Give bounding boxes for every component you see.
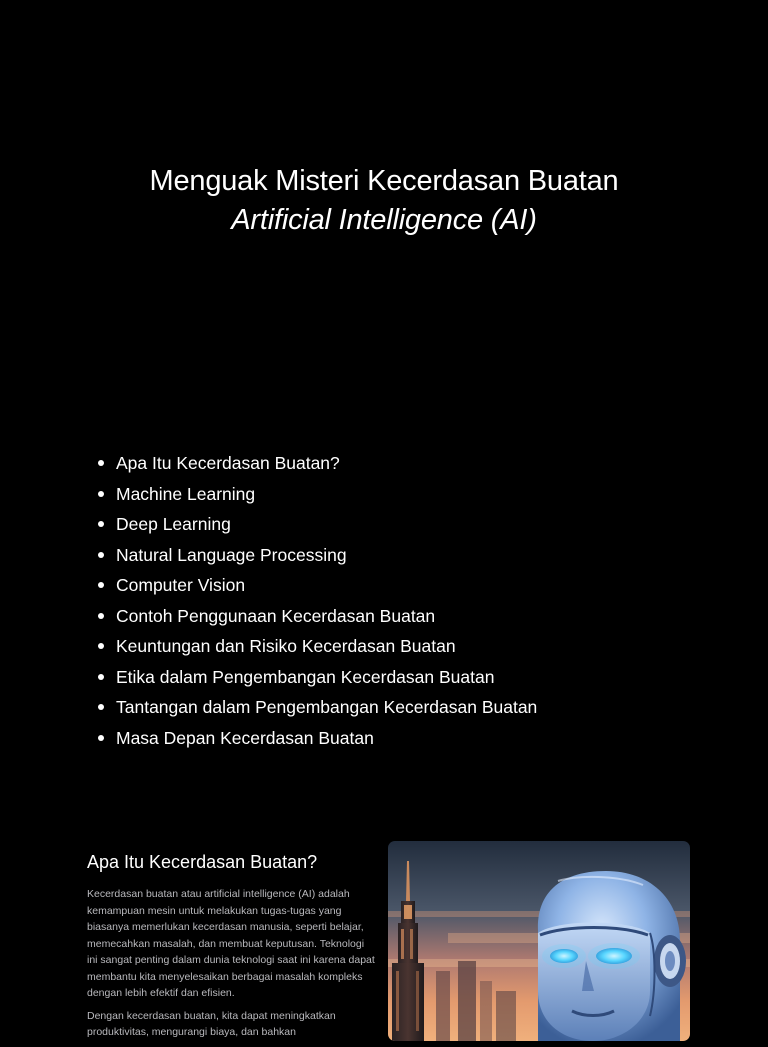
toc-item-label: Machine Learning [116,483,256,504]
toc-item-label: Contoh Penggunaan Kecerdasan Buatan [116,605,436,626]
bullet-icon [98,460,104,466]
bullet-icon [98,674,104,680]
robot-city-image [388,841,690,1041]
toc-item-label: Keuntungan dan Risiko Kecerdasan Buatan [116,636,456,656]
table-of-contents [96,448,537,753]
bullet-icon [98,735,104,741]
bullet-icon [98,582,104,588]
toc-item[interactable] [96,448,537,479]
toc-item-label: Masa Depan Kecerdasan Buatan [116,727,374,748]
section-heading: Apa Itu Kecerdasan Buatan? [87,852,318,872]
toc-item[interactable] [96,479,537,510]
section-paragraph: Kecerdasan buatan atau artificial intelligence (AI) adalah kemampuan mesin untuk melakukan tugas-tugas yang biasanya memerlukan kecerdasan manusia, seperti belajar, memecahkan masalah, dan membuat keputusan. Teknologi ini sangat penting dalam dunia teknologi saat ini karena dapat membantu kita menyelesaikan berbagai masalah kompleks dengan lebih efektif dan efisien. [87,888,375,999]
section-paragraph: Dengan kecerdasan buatan, kita dapat meningkatkan produktivitas, mengurangi biaya, dan bahkan [87,1009,336,1038]
robot-illustration [388,841,690,1041]
toc-item[interactable] [96,692,537,723]
bullet-icon [98,491,104,497]
toc-item-label: Apa Itu Kecerdasan Buatan? [116,453,340,473]
toc-item[interactable] [96,509,537,540]
toc-item[interactable] [96,601,537,632]
toc-item[interactable] [96,540,537,571]
toc-item[interactable] [96,631,537,662]
toc-item-label: Etika dalam Pengembangan Kecerdasan Buatan [116,666,495,687]
toc-item[interactable] [96,723,537,754]
intro-section [87,848,377,1047]
title-block [0,160,768,238]
page-subtitle: Artificial Intelligence (AI) [231,204,537,236]
page-title: Menguak Misteri Kecerdasan Buatan [149,165,619,197]
toc-item[interactable] [96,662,537,693]
bullet-icon [98,643,104,649]
toc-item-label: Computer Vision [116,575,246,595]
bullet-icon [98,613,104,619]
bullet-icon [98,704,104,710]
bullet-icon [98,552,104,558]
bullet-icon [98,521,104,527]
toc-item-label: Deep Learning [116,514,231,534]
toc-item-label: Natural Language Processing [116,544,347,565]
toc-item-label: Tantangan dalam Pengembangan Kecerdasan Buatan [116,697,538,717]
toc-item[interactable] [96,570,537,601]
